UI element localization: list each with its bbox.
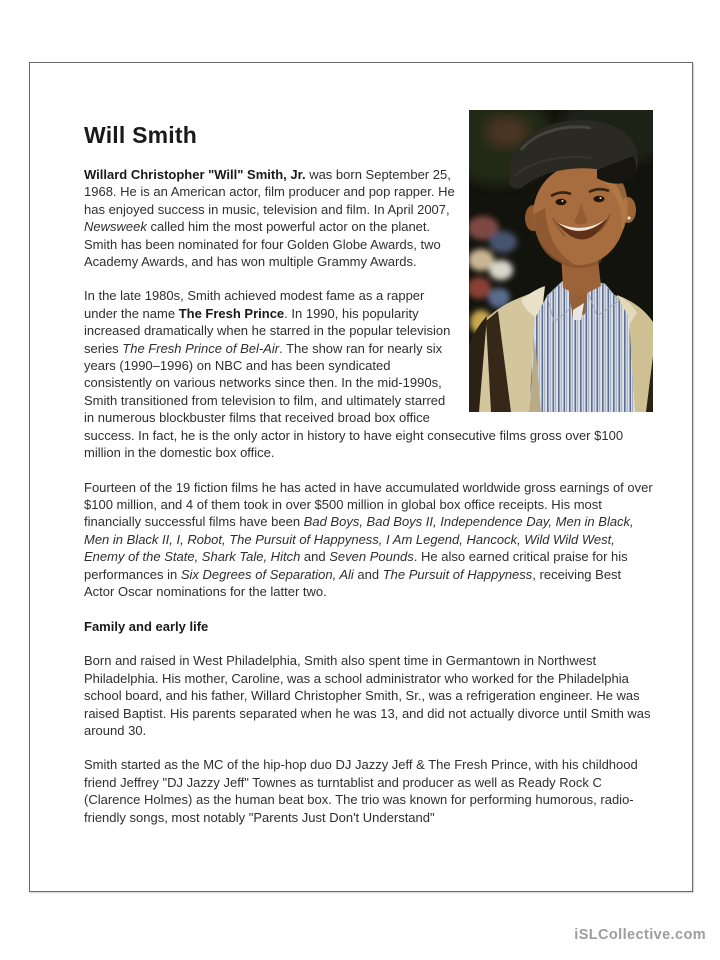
text-run: . He also earned critical praise for his performances in: [84, 549, 628, 582]
text-run: Fourteen of the 19 fiction films he has acted in have accumulated worldwide gross earnings of over $100 million, and 4 of them took in over $500 million in global box office receipts. His most financially successful films have been: [84, 479, 653, 530]
page-title: Will Smith: [84, 122, 197, 148]
text-run: Newsweek: [84, 219, 147, 235]
document-page: [29, 62, 693, 892]
text-run: . The show ran for nearly six years (1990–1996) on NBC and has been syndicated consistently on various networks since then. In the mid-1990s, Smith transitioned from television to film, and ultimately starred in numerous blockbuster films that received broad box office success. In fact, he is the only actor in history to have eight consecutive films gross over $100 million in the domestic box office.: [84, 340, 624, 461]
section-heading: Family and early life: [84, 619, 209, 635]
text-run: Willard Christopher "Will" Smith, Jr.: [84, 167, 310, 182]
text-run: In the late 1980s, Smith achieved modest fame as a rapper under the name: [84, 288, 425, 321]
family-paragraph: [84, 652, 653, 739]
text-run: Six Degrees of Separation, Ali: [180, 566, 354, 582]
text-run: Born and raised in West Philadelphia, Smith also spent time in Germantown in Northwest Philadelphia. His mother, Caroline, was a school administrator who worked for the Philadelphia school board, and his father, Willard Christopher Smith, Sr., was a refrigeration engineer. He was raised Baptist. His parents separated when he was 13, and did not actually divorce until Smith was around 30.: [84, 653, 651, 738]
text-run: The Fresh Prince: [178, 305, 285, 321]
text-run: The Pursuit of Happyness: [382, 566, 533, 582]
text-run: The Fresh Prince of Bel-Air: [122, 340, 280, 356]
will-smith-photo: [469, 110, 653, 412]
text-run: and: [353, 566, 383, 582]
text-run: , receiving Best Actor Oscar nominations for the latter two.: [84, 566, 622, 599]
text-run: Bad Boys, Bad Boys II, Independence Day, Men in Black, Men in Black II, I, Robot, The Pursuit of Happyness, I Am Legend, Hancock, Wild Wild West, Enemy of the State, Shark Tale, Hitch: [84, 514, 634, 565]
text-run: and: [300, 549, 330, 565]
text-run: Smith started as the MC of the hip-hop duo DJ Jazzy Jeff & The Fresh Prince, with his childhood friend Jeffrey "DJ Jazzy Jeff" Townes as turntablist and producer as well as Ready Rock C (Clarence Holmes) as the human beat box. The trio was known for performing humorous, radio-friendly songs, most notably "Parents Just Don't Understand": [84, 757, 638, 825]
text-run: called him the most powerful actor on the planet. Smith has been nominated for four Golden Globe Awards, two Academy Awards, and has won multiple Grammy Awards.: [84, 219, 441, 270]
text-run: was born September 25, 1968. He is an American actor, film producer and pop rapper. He has enjoyed success in music, television and film. In April 2007,: [84, 167, 455, 217]
text-run: . In 1990, his popularity increased dramatically when he starred in the popular television series: [84, 305, 451, 356]
will-smith-photo-illustration: [469, 110, 653, 412]
text-run: Seven Pounds: [329, 549, 414, 565]
islcollective-watermark: iSLCollective.com: [574, 927, 706, 943]
music-career-paragraph: [84, 756, 653, 826]
box-office-paragraph: [84, 479, 653, 601]
